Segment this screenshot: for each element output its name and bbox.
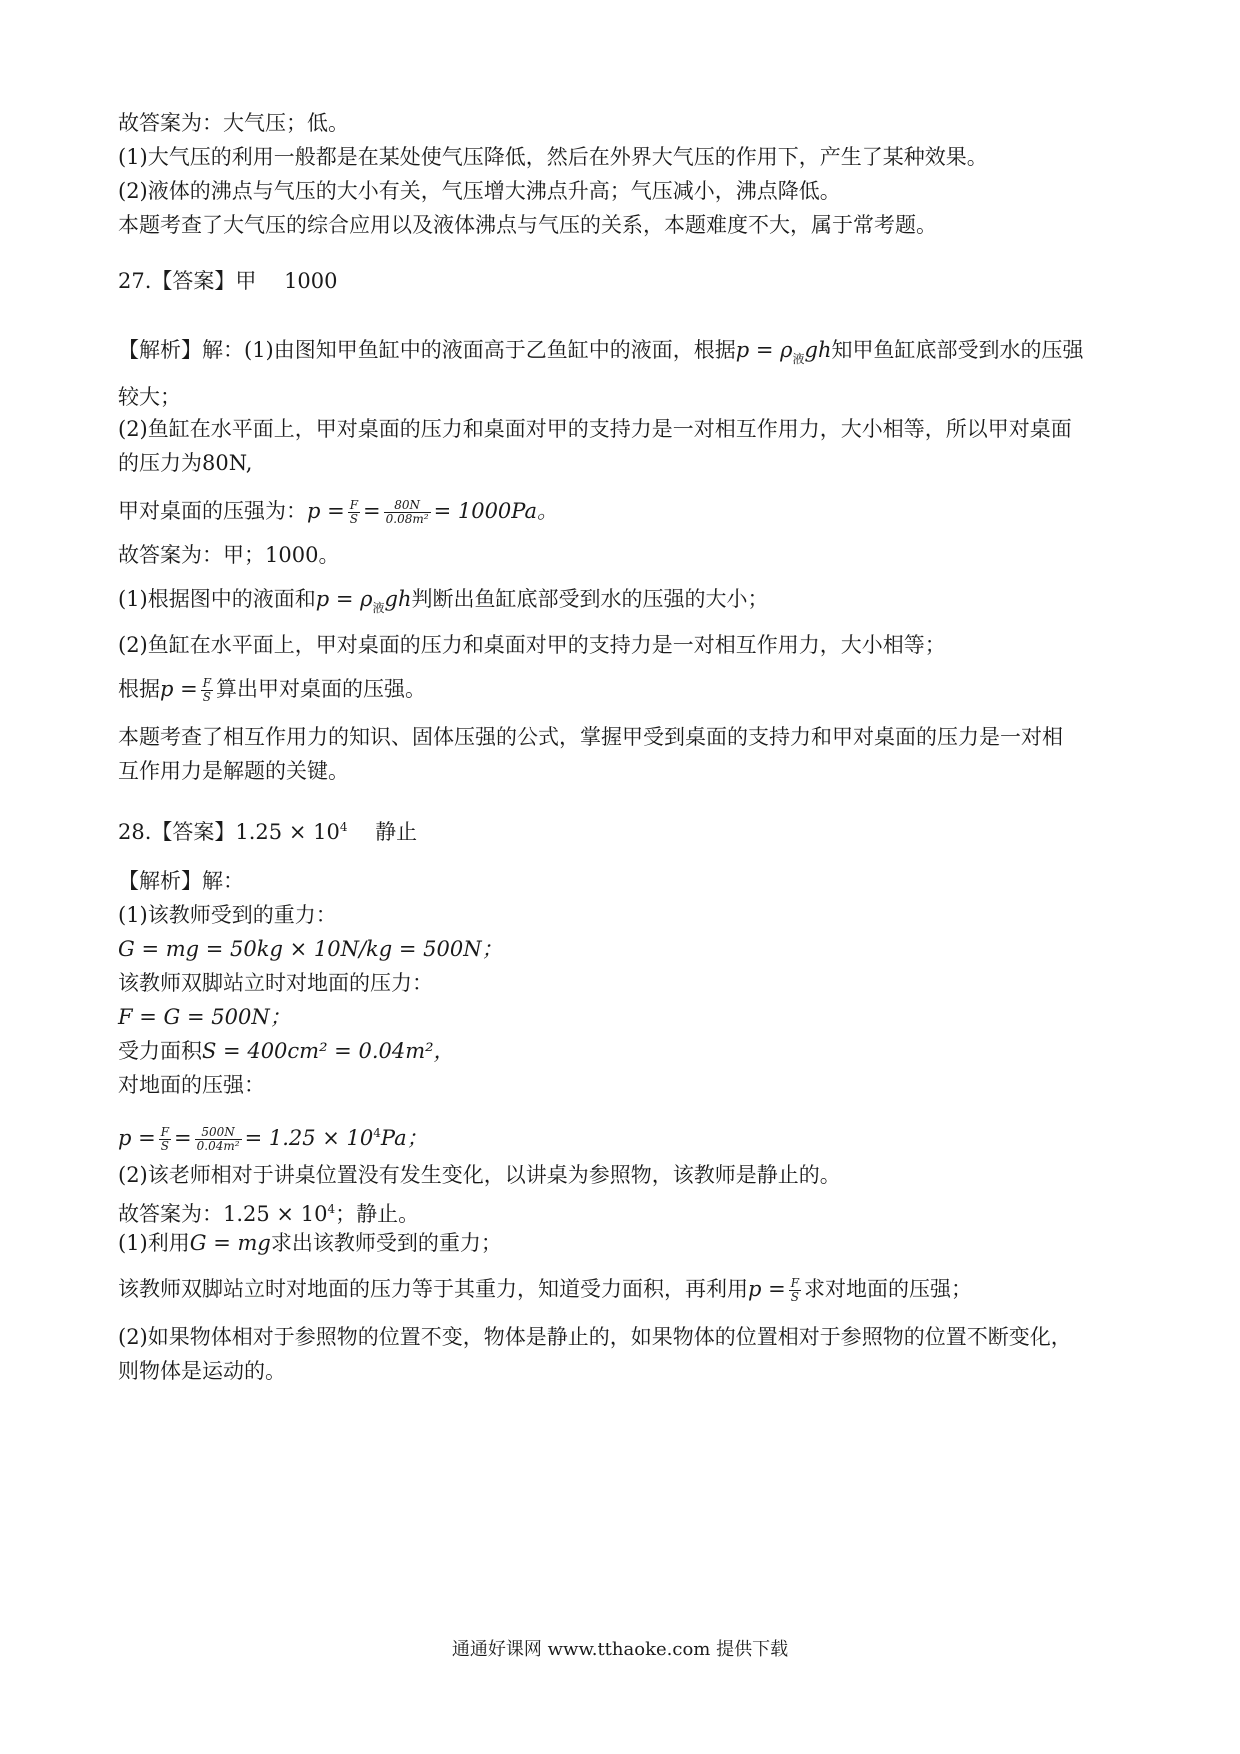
pressure-result-b: Pa； bbox=[380, 1126, 428, 1150]
equals: = bbox=[363, 499, 381, 523]
note-28-1-b: G = mg bbox=[189, 1231, 271, 1255]
fraction-numerator: F bbox=[349, 498, 359, 512]
answer-line-28-b: ；静止。 bbox=[335, 1202, 420, 1226]
fraction-F-S bbox=[348, 499, 360, 526]
answer-line-28 bbox=[118, 1194, 1128, 1229]
analysis-28-l4: F = G = 500N； bbox=[118, 1005, 291, 1029]
analysis-28-l1: (1)该教师受到的重力： bbox=[118, 903, 337, 927]
note-27-2: (2)鱼缸在水平面上，甲对桌面的压力和桌面对甲的支持力是一对相互作用力，大小相等； bbox=[118, 633, 946, 657]
note-27-3 bbox=[118, 674, 1128, 704]
analysis-27-text-a: 【解析】解：(1)由图知甲鱼缸中的液面高于乙鱼缸中的液面，根据 bbox=[118, 338, 736, 362]
formula-gh: gh bbox=[804, 338, 832, 362]
note-28-2-a: 该教师双脚站立时对地面的压力等于其重力，知道受力面积，再利用 bbox=[118, 1277, 748, 1301]
formula-subscript: 液 bbox=[792, 352, 805, 366]
formula-p-rho: p = ρ bbox=[735, 338, 793, 362]
analysis-27-line1 bbox=[118, 335, 1128, 374]
note-28-1 bbox=[118, 1228, 1128, 1258]
note-26-1: (1)大气压的利用一般都是在某处使气压降低，然后在外界大气压的作用下，产生了某种效果。 bbox=[118, 145, 988, 169]
formula-gh: gh bbox=[384, 587, 412, 611]
exponent: 4 bbox=[373, 1126, 381, 1140]
analysis-27-text-b: 知甲鱼缸底部受到水的压强 bbox=[831, 338, 1084, 362]
note-28-2 bbox=[118, 1274, 1128, 1304]
fraction-numerator: F bbox=[790, 1276, 800, 1290]
summary-27-1: 本题考查了相互作用力的知识、固体压强的公式，掌握甲受到桌面的支持力和甲对桌面的压力是一对相 bbox=[118, 725, 1063, 749]
fraction-F-S bbox=[789, 1277, 801, 1304]
formula-p-rho: p = ρ bbox=[315, 587, 373, 611]
answer-28-b: 静止 bbox=[347, 820, 418, 844]
analysis-28-l6: 对地面的压强： bbox=[118, 1073, 265, 1097]
fraction-F-S bbox=[159, 1126, 171, 1153]
formula-subscript: 液 bbox=[372, 601, 385, 615]
pressure-result: = 1000Pa。 bbox=[433, 499, 558, 523]
answer-28-a: 28.【答案】1.25 × 10 bbox=[118, 820, 340, 844]
note-26-2: (2)液体的沸点与气压的大小有关，气压增大沸点升高；气压减小，沸点降低。 bbox=[118, 179, 841, 203]
analysis-28-l8: (2)该老师相对于讲桌位置没有发生变化，以讲桌为参照物，该教师是静止的。 bbox=[118, 1163, 841, 1187]
note-28-3-1: (2)如果物体相对于参照物的位置不变，物体是静止的，如果物体的位置相对于参照物的位置不断变化， bbox=[118, 1325, 1072, 1349]
note-28-1-c: 求出该教师受到的重力； bbox=[270, 1231, 502, 1255]
equals: = bbox=[174, 1126, 192, 1150]
fraction-denominator: S bbox=[790, 1290, 799, 1304]
page-footer: 通通好课网 www.tthaoke.com 提供下载 bbox=[451, 1639, 789, 1660]
fraction-numerator: F bbox=[160, 1125, 170, 1139]
analysis-27-line2: 较大； bbox=[118, 385, 181, 409]
exponent: 4 bbox=[339, 820, 348, 834]
fraction-denominator: S bbox=[202, 690, 211, 704]
note-27-1-a: (1)根据图中的液面和 bbox=[118, 587, 316, 611]
summary-27-2: 互作用力是解题的关键。 bbox=[118, 759, 349, 783]
p-eq: p = bbox=[160, 677, 198, 701]
analysis-28-l3: 该教师双脚站立时对地面的压力： bbox=[118, 971, 433, 995]
answer-line-27: 故答案为：甲；1000。 bbox=[118, 543, 340, 567]
fraction-denominator: S bbox=[160, 1139, 169, 1153]
fraction-500N bbox=[195, 1126, 242, 1153]
note-28-2-b: 求对地面的压强； bbox=[804, 1277, 973, 1301]
pressure-lead: 甲对桌面的压强为： bbox=[118, 499, 307, 523]
summary-26: 本题考查了大气压的综合应用以及液体沸点与气压的关系，本题难度不大，属于常考题。 bbox=[118, 213, 937, 237]
note-27-1-b: 判断出鱼缸底部受到水的压强的大小； bbox=[411, 587, 769, 611]
p-eq: p = bbox=[307, 499, 345, 523]
analysis-28-l5-b: S = 400cm² = 0.04m²， bbox=[202, 1039, 455, 1063]
answer-heading-28 bbox=[118, 812, 1128, 847]
fraction-numerator: F bbox=[202, 676, 212, 690]
fraction-numerator: 80N bbox=[384, 499, 431, 513]
note-28-3-2: 则物体是运动的。 bbox=[118, 1359, 286, 1383]
fraction-denominator: 0.04m² bbox=[196, 1139, 240, 1153]
fraction-F-S bbox=[201, 677, 213, 704]
analysis-28-l2: G = mg = 50kg × 10N/kg = 500N； bbox=[118, 937, 503, 961]
exponent: 4 bbox=[327, 1202, 336, 1216]
fraction-80N bbox=[384, 499, 431, 526]
answer-line-26: 故答案为：大气压；低。 bbox=[118, 111, 349, 135]
fraction-numerator: 500N bbox=[195, 1126, 242, 1140]
analysis-28-head: 【解析】解： bbox=[118, 869, 244, 893]
analysis-28-l5 bbox=[118, 1036, 1128, 1066]
fraction-denominator: S bbox=[349, 512, 358, 526]
note-27-3-b: 算出甲对桌面的压强。 bbox=[216, 677, 427, 701]
analysis-27-p2-line2: 的压力为80N, bbox=[118, 451, 253, 475]
fraction-denominator: 0.08m² bbox=[385, 512, 429, 526]
analysis-28-l5-a: 受力面积 bbox=[118, 1039, 202, 1063]
note-28-1-a: (1)利用 bbox=[118, 1231, 190, 1255]
note-27-1 bbox=[118, 584, 1128, 623]
analysis-27-p2-line1: (2)鱼缸在水平面上，甲对桌面的压力和桌面对甲的支持力是一对相互作用力，大小相等，所以甲对桌面 bbox=[118, 417, 1072, 441]
pressure-formula-27 bbox=[118, 496, 1128, 526]
pressure-result-a: = 1.25 × 10 bbox=[244, 1126, 374, 1150]
p-eq: p = bbox=[118, 1126, 156, 1150]
note-27-3-a: 根据 bbox=[118, 677, 160, 701]
answer-line-28-a: 故答案为：1.25 × 10 bbox=[118, 1202, 328, 1226]
pressure-formula-28 bbox=[118, 1118, 1128, 1153]
answer-heading-27: 27.【答案】甲 1000 bbox=[118, 269, 338, 293]
p-eq: p = bbox=[748, 1277, 786, 1301]
